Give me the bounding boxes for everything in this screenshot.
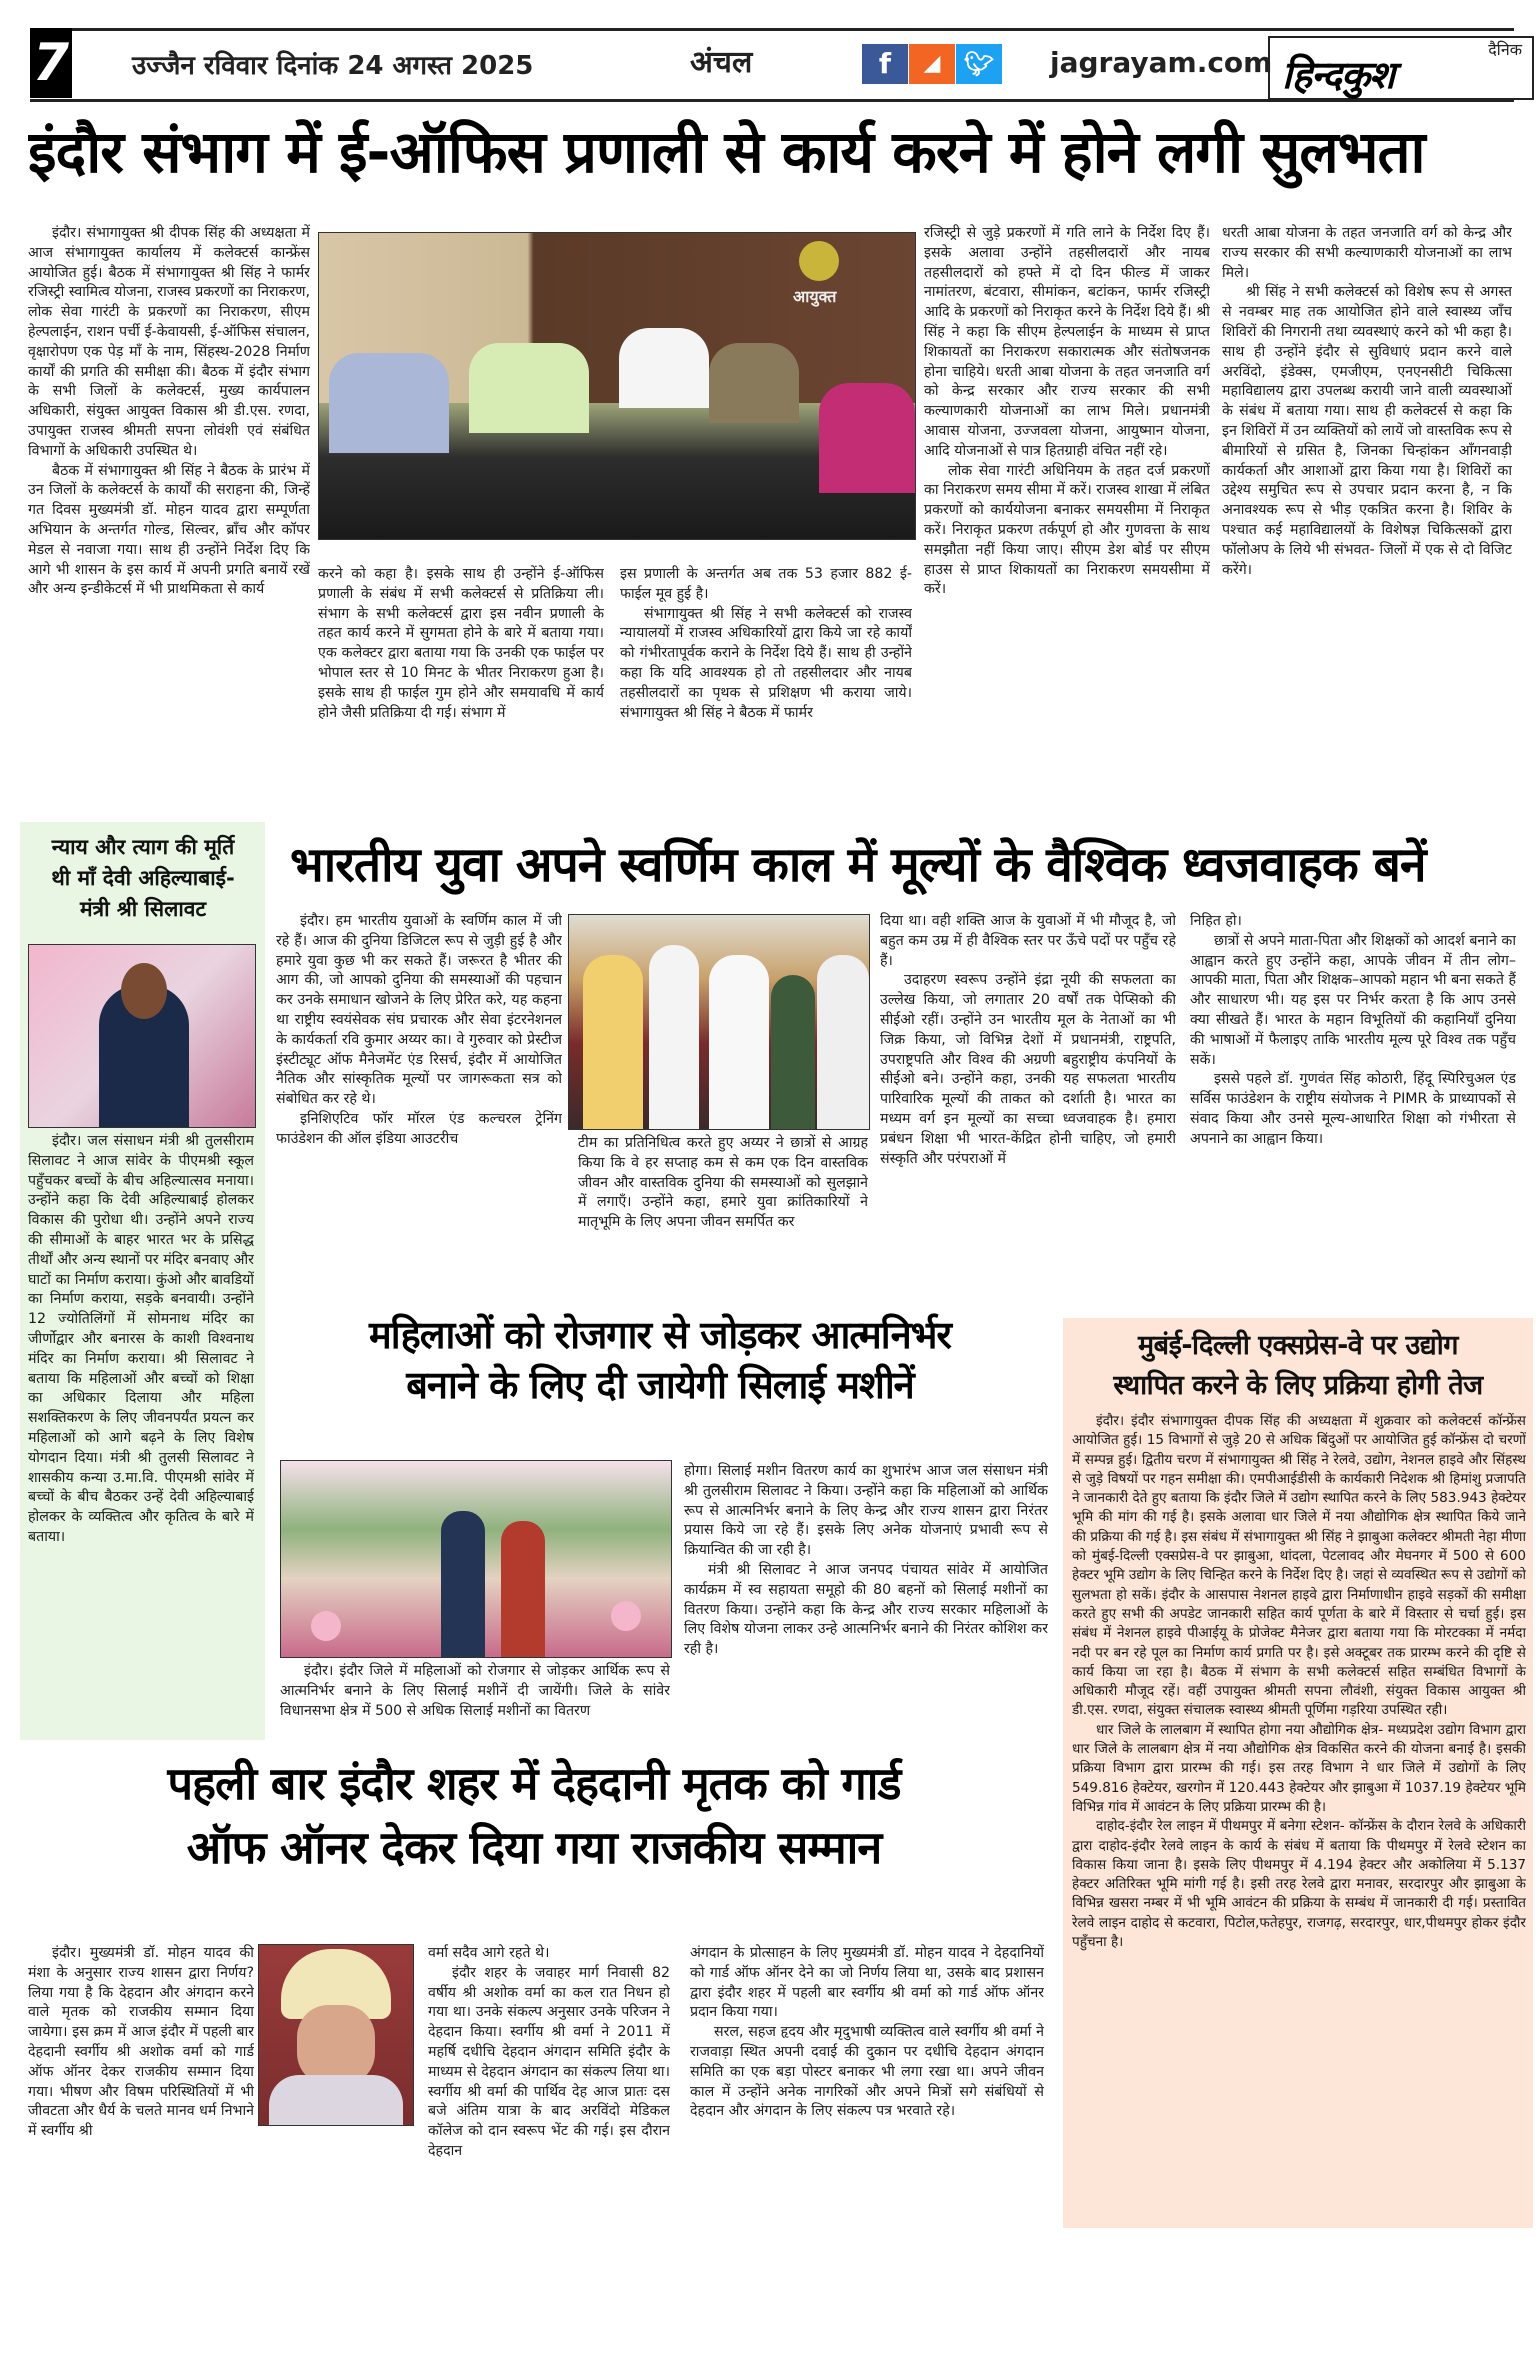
story4-body xyxy=(1072,1412,1526,2222)
newspaper-logo xyxy=(1268,36,1534,100)
story5-col2 xyxy=(428,1944,670,2224)
story1-col1 xyxy=(28,224,310,804)
facebook-icon[interactable]: f xyxy=(862,44,908,84)
story5-col2-para: इंदौर शहर के जवाहर मार्ग निवासी 82 वर्षीय श्री अशोक वर्मा का कल रात निधन हो गया था। उनके संकल्प अनुसार उनके परिजन ने देहदान किया। स्वर्गीय श्री वर्मा ने 2011 में महर्षि दधीचि देहदान अंगदान समिति इंदौर के माध्यम से देहदान अंगदान का संकल्प लिया था। स्वर्गीय श्री वर्मा की पार्थिव देह आज प्रातः दस बजे अंतिम यात्रा के बाद अरविंदो मेडिकल कॉलेज को दान स्वरूप भेंट की गई। इस दौरान देहदान xyxy=(428,1964,670,2159)
story4-headline-line: मुबंई-दिल्ली एक्सप्रेस-वे पर उद्योग xyxy=(1138,1330,1458,1361)
story2-col3-para: उदाहरण स्वरूप उन्होंने इंद्रा नूयी की सफलता का उल्लेख किया, जो लगातार 20 वर्षों तक पेप्सिको की सीईओ रहीं। उन्होंने उन भारतीय मूल के नेताओं का भी जिक्र किया, जो विभिन्न देशों में प्रधानमंत्री, राष्ट्रपति, उपराष्ट्रपति और विश्व की अग्रणी बहुराष्ट्रीय कंपनियों के सीईओ बने। उन्होंने कहा, उनकी यह सफलता भारतीय पारिवारिक मूल्यों की ताकत को दर्शाती है। भारत का मध्यम वर्ग इन मूल्यों का सच्चा ध्वजवाहक है। हमारा प्रबंधन शिक्षा भी भारत-केंद्रित होनी चाहिए, जो हमारी संस्कृति और परंपराओं में xyxy=(880,972,1176,1167)
story5-col3-para: अंगदान के प्रोत्साहन के लिए मुख्यमंत्री डॉ. मोहन यादव ने देहदानियों को गार्ड ऑफ ऑनर देने का जो निर्णय लिया था, उसके बाद प्रशासन द्वारा इंदौर शहर में पहली बार स्वर्गीय श्री वर्मा को गार्ड ऑफ ऑनर प्रदान किया गया। xyxy=(690,1945,1044,2021)
story3-col1-para: इंदौर। इंदौर जिले में महिलाओं को रोजगार से जोड़कर आर्थिक रूप से आत्मनिर्भर बनाने के लिए सिलाई मशीनें दी जायेंगी। जिले के सांवेर विधानसभा क्षेत्र में 500 से अधिक सिलाई मशीनों का वितरण xyxy=(280,1663,670,1719)
story2-col4-para: छात्रों से अपने माता-पिता और शिक्षकों को आदर्श बनाने का आह्वान करते हुए उन्होंने कहा, आपके जीवन में तीन लोग–आपकी माता, पिता और शिक्षक–आपको महान भी बना सकते हैं और साधारण भी। यह इस पर निर्भर करता है कि आप उनसे क्या सीखते हैं। भारत के महान विभूतियों की कहानियाँ दुनिया की भाषाओं में फैलाइए ताकि भारतीय मूल्य पूरे विश्व तक पहुँच सकें। xyxy=(1190,932,1516,1068)
story3-col2-para: मंत्री श्री सिलावट ने आज जनपद पंचायत सांवेर में आयोजित कार्यक्रम में स्व सहायता समूहो की 80 बहनों को सिलाई मशीनों का वितरण किया। उन्होंने कहा कि केन्द्र और राज्य सरकार महिलाओं के लिए विशेष योजना लाकर उन्हे आत्मनिर्भर बनाने की निरंतर कोशिश कर रही है। xyxy=(684,1561,1048,1658)
story5-photo xyxy=(258,1944,414,2126)
story1-col3-para: इस प्रणाली के अन्तर्गत अब तक 53 हजार 882 ई-फाईल मूव हुई है। xyxy=(620,566,912,602)
story5-col1 xyxy=(28,1944,254,2224)
rss-icon[interactable]: ◢ xyxy=(909,44,955,84)
story1-photo xyxy=(318,232,916,540)
story4-body-para: इंदौर। इंदौर संभागायुक्त दीपक सिंह की अध्यक्षता में शुक्रवार को कलेक्टर्स कॉन्फ्रेंस आयोजित हुई। 15 विभागों से जुड़े 20 से अधिक बिंदुओं पर आयोजित हुई कॉन्फ्रेंस दो चरणों में सम्पन्न हुई। द्वितीय चरण में संभागायुक्त श्री सिंह ने रेलवे, उद्योग, नेशनल हाइवे और सिंहस्थ से जुड़े विषयों पर गहन समीक्षा की। एमपीआईडीसी के कार्यकारी निदेशक श्री हिमांशु प्रजापति ने जानकारी देते हुए बताया कि इंदौर जिले में उद्योग स्थापित करने के लिए 583.943 हेक्टेयर भूमि की मांग की गई है। इसके अलावा धार जिले में नया औद्योगिक क्षेत्र स्थापित किये जाने की प्रक्रिया की गई है। इस संबंध में संभागायुक्त श्री सिंह ने झाबुआ कलेक्टर श्रीमती नेहा मीणा को मुंबई-दिल्ली एक्सप्रेस-वे पर झाबुआ, थांदला, पेटलावद और मेघनगर में 500 से 600 हेक्टर भूमि उद्योग के लिए चिन्हित करने के निर्देश दिए है। जहां से व्यवस्थित रूप से उद्योगों को सुलभता हो सकें। इंदौर के आसपास नेशनल हाइवे द्वारा निर्माणाधीन हाइवे सड़कों की समीक्षा करते हुए सभी की अपडेट जानकारी सहित कार्य पूर्णता के बारे में विस्तार से चर्चा हुई। इस संबंध में नेशनल हाइवे पीआईयू के प्रोजेक्ट मैनेजर द्वारा बताया गया कि मोरटक्का में नर्मदा नदी पर बन रहे पूल का निर्माण कार्य प्रगति पर है। इसे अक्टूबर तक प्रारम्भ करने की दृष्टि से कार्य किया जा रहा है। बैठक में संभाग के सभी कलेक्टर्स सहित सम्बंधित विभागों के अधिकारी मौजूद रहें। वहीं उपायुक्त श्रीमती सपना लौवंशी, संयुक्त विकास आयुक्त श्री डी.एस. रणदा, संयुक्त संचालक स्वास्थ्य श्रीमती पूर्णिमा गड़रिया उपस्थित रही। xyxy=(1072,1413,1526,1719)
story4-headline xyxy=(1066,1326,1530,1406)
story3-col2-para: होगा। सिलाई मशीन वितरण कार्य का शुभारंभ आज जल संसाधन मंत्री श्री तुलसीराम सिलावट ने किया। उन्होंने कहा कि महिलाओं को आर्थिक रूप से आत्मनिर्भर बनाने के लिए केन्द्र और राज्य शासन द्वारा निरंतर प्रयास किये जा रहे हैं। इसके लिए अनेक योजनाएं प्रभावी रूप से क्रियान्वित की जा रही है। xyxy=(684,1463,1048,1559)
sidebar-photo xyxy=(28,944,256,1128)
story3-photo xyxy=(280,1460,672,1658)
sidebar-body-para: इंदौर। जल संसाधन मंत्री श्री तुलसीराम सिलावट ने आज सांवेर के पीएमश्री स्कूल पहुँचकर बच्चों के बीच अहिल्यात्सव मनाया। उन्होंने कहा कि देवी अहिल्याबाई होलकर विकास की पुरोधा थी। उन्होंने अपने राज्य की सीमाओं के बाहर भारत भर के प्रसिद्ध तीर्थों और अन्य स्थानों पर मंदिर बनवाए और घाटों का निर्माण कराया। कुंओ और बावडियों का निर्माण कराया, सड़के बनवायी। उन्होंने 12 ज्योतिलिंगों में सोमनाथ मंदिर का जीर्णोद्वार और बनारस के काशी विश्वनाथ मंदिर का निर्माण कराया। श्री सिलावट ने बताया कि महिलाओं और बच्चों को शिक्षा का अधिकार दिलाया और महिला सशक्तिकरण के लिए जीवनपर्यंत प्रयत्न कर महिलाओं को आगे बढ़ने के लिए विशेष योगदान दिया। मंत्री श्री तुलसी सिलावट ने शासकीय कन्या उ.मा.वि. पीएमश्री सांवेर में बच्चों के बीच बैठकर उन्हें देवी अहिल्याबाई होलकर के व्यक्तित्व और कृतित्व के बारे में बताया। xyxy=(28,1133,254,1545)
story1-col3-para: संभागायुक्त श्री सिंह ने सभी कलेक्टर्स को राजस्व न्यायालयों में राजस्व अधिकारियों द्वारा किये जा रहे कार्यों को गंभीरतापूर्वक कराने के निर्देश दिये हैं। साथ ही उन्होंने कहा कि यदि आवश्यक हो तो तहसीलदार और नायब तहसीलदारों का पृथक से प्रशिक्षण भी कराया जाये। संभागायुक्त श्री सिंह ने बैठक में फार्मर xyxy=(620,605,912,721)
story1-col5-para: धरती आबा योजना के तहत जनजाति वर्ग को केन्द्र और राज्य सरकार की सभी कल्याणकारी योजनाओं का लाभ मिले। xyxy=(1222,225,1512,281)
story1-col1-para: बैठक में संभागायुक्त श्री सिंह ने बैठक के प्रारंभ में उन जिलों के कलेक्टर्स के कार्यों की सराहना की, जिन्हें गत दिवस मुख्यमंत्री डॉ. मोहन यादव द्वारा सम्पूर्णता अभियान के अन्तर्गत गोल्ड, सिल्वर, ब्राँच और कॉपर मेडल से नवाजा गया। साथ ही उन्होंने निर्देश दिए कि आगे भी शासन के इस कार्य में अपनी प्रगति बनायें रखें और अन्य इन्डीकेटर्स में भी प्राथमिकता से कार्य xyxy=(28,462,310,598)
logo-tag: दैनिक xyxy=(1488,40,1522,59)
story2-col1-para: इंदौर। हम भारतीय युवाओं के स्वर्णिम काल में जी रहे हैं। आज की दुनिया डिजिटल रूप से जुड़ी हुई है और हमारे युवा कुछ भी कर सकते हैं। जरूरत है भीतर की आग की, जो आपको दुनिया की समस्याओं की पहचान कर उनके समाधान खोजने के लिए प्रेरित करे, यह कहना था राष्ट्रीय स्वयंसेवक संघ प्रचारक और सेवा इंटरनेशनल के कार्यकर्ता रवि कुमार अय्यर का। वे गुरुवार को प्रेस्टीज इंस्टीट्यूट ऑफ मैनेजमेंट एंड रिसर्च, इंदौर में आयोजित नैतिक और सांस्कृतिक मूल्यों पर जागरूकता सत्र को संबोधित कर रहे थे। xyxy=(276,913,562,1108)
story3-headline-line: बनाने के लिए दी जायेगी सिलाई मशीनें xyxy=(406,1363,914,1407)
twitter-icon[interactable]: 🐦︎ xyxy=(956,44,1002,84)
story5-col2-para: वर्मा सदैव आगे रहते थे। xyxy=(428,1945,550,1961)
story2-photo xyxy=(568,914,870,1130)
story1-col4-para: लोक सेवा गारंटी अधिनियम के तहत दर्ज प्रकरणों का निराकरण समय सीमा में करें। राजस्व शाखा में लंबित प्रकरणों को कार्ययोजना बनाकर समयसीमा में निराकृत करें। निराकृत प्रकरण तर्कपूर्ण हो और गुणवत्ता के साथ समझौता नहीं किया जाए। सीएम डेश बोर्ड पर सीएम हाउस से प्राप्त शिकायतों का निराकरण समयसीमा में करें। xyxy=(924,462,1210,598)
story1-col4-para: रजिस्ट्री से जुड़े प्रकरणों में गति लाने के निर्देश दिए हैं। इसके अलावा उन्होंने तहसीलदारों और नायब तहसीलदारों को हफ्ते में दो दिन फील्ड में जाकर नामांतरण, बंटवारा, सीमांकन, बटांकन, फार्मर रजिस्ट्री आदि के प्रकरणों को निराकृत करने के निर्देश दिये हैं। श्री सिंह ने कहा कि सीएम हेल्पलाईन के माध्यम से प्राप्त शिकायतों का निराकरण सकारात्मक और संतोषजनक होना चाहिये। धरती आबा योजना के तहत जनजाति वर्ग को केन्द्र सरकार और राज्य सरकार की सभी कल्याणकारी योजनाओं का लाभ मिले। प्रधानमंत्री आवास योजना, उज्जवला योजना, आयुष्मान योजना, आदि योजनाओं से पात्र हितग्राही वंचित नहीं रहे। xyxy=(924,225,1210,459)
story5-headline-line: ऑफ ऑनर देकर दिया गया राजकीय सम्मान xyxy=(186,1821,882,1874)
story3-headline xyxy=(276,1310,1044,1410)
story2-col4 xyxy=(1190,912,1516,1302)
story5-headline-line: पहली बार इंदौर शहर में देहदानी मृतक को गार्ड xyxy=(167,1757,901,1810)
story4-body-para: दाहोद-इंदौर रेल लाइन में पीथमपुर में बनेगा स्टेशन- कॉन्फ्रेंस के दौरान रेलवे के अधिकारी द्वारा दाहोद-इंदौर रेलवे लाइन के कार्य के संबंध में बताया कि पीथमपुर में रेलवे स्टेशन का विकास किया जाना है। इसके लिए पीथमपुर में 4.194 हेक्टर और अकोलिया में 5.137 हेक्टर अतिरिक्त भूमि मांगी गई है। इसी तरह रेलवे द्वारा मनावर, सरदारपुर और झाबुआ के विभिन्न खसरा नम्बर में भी भूमि आवंटन की प्रक्रिया के सम्बंध में जानकारी दी गई। प्रस्तावित रेलवे लाइन दाहोद से कटवारा, पिटोल,फतेहपुर, राजगढ़, सरदारपुर, धार,पीथमपुर होकर इंदौर पहुँचना है। xyxy=(1072,1818,1526,1951)
story2-col3 xyxy=(880,912,1176,1302)
website-link[interactable]: jagrayam.com xyxy=(1050,46,1273,79)
story5-col3-para: सरल, सहज हृदय और मृदुभाषी व्यक्तित्व वाले स्वर्गीय श्री वर्मा ने राजवाड़ा स्थित अपनी दवाई की दुकान पर दधीचि देहदान अंगदान समिति का एक बड़ा पोस्टर बनाकर भी लगा रखा था। अपने जीवन काल में उन्होंने अनेक नागरिकों और अपने मित्रों सगे संबंधियों से देहदान और अंगदान के लिए संकल्प पत्र भरवाते रहे। xyxy=(690,2024,1044,2120)
sidebar-headline xyxy=(24,832,262,925)
story5-col1-para: इंदौर। मुख्यमंत्री डॉ. मोहन यादव की मंशा के अनुसार राज्य शासन द्वारा निर्णय? लिया गया है कि देहदान और अंगदान करने वाले मृतक को राजकीय सम्मान दिया जायेगा। इस क्रम में आज इंदौर में पहली बार देहदानी स्वर्गीय श्री अशोक वर्मा को गार्ड ऑफ ऑनर देकर राजकीय सम्मान दिया गया। भीषण और विषम परिस्थितियों में भी जीवटता और धैर्य के चलते मानव धर्म निभाने में स्वर्गीय श्री xyxy=(28,1945,254,2140)
story2-col1 xyxy=(276,912,562,1302)
sidebar-headline-line: मंत्री श्री सिलावट xyxy=(79,897,207,921)
story5-col3 xyxy=(690,1944,1044,2224)
dateline: उज्जैन रविवार दिनांक 24 अगस्त 2025 xyxy=(132,51,534,81)
story1-col1-para: इंदौर। संभागायुक्त श्री दीपक सिंह की अध्यक्षता में आज संभागायुक्त कार्यालय में कलेक्टर्स कान्फ्रेंस आयोजित हुई। बैठक में संभागायुक्त श्री सिंह ने फार्मर रजिस्ट्री स्वामित्व योजना, राजस्व प्रकरणों का निराकरण, लोक सेवा गारंटी के प्रकरणों का निराकरण, सीएम हेल्पलाईन, राशन पर्ची ई-केवायसी, ई-ऑफिस संचालन, वृक्षारोपण एक पेड़ माँ के नाम, सिंहस्थ-2028 निर्माण कार्यों की प्रगति की समीक्षा की। बैठक में इंदौर संभाग के सभी जिलों के कलेक्टर्स, मुख्य कार्यपालन अधिकारी, संयुक्त आयुक्त विकास श्री डी.एस. रणदा, उपायुक्त राजस्व श्रीमती सपना लोवंशी एवं संबंधित विभागों के अधिकारी उपस्थित थे। xyxy=(28,225,310,459)
page-number: 7 xyxy=(30,28,72,98)
story2-col4-para: निहित हो। xyxy=(1190,913,1242,929)
sidebar-headline-line: न्याय और त्याग की मूर्ति xyxy=(51,835,235,859)
story1-col2-para: करने को कहा है। इसके साथ ही उन्होंने ई-ऑफिस प्रणाली के संबंध में सभी कलेक्टर्स से प्रतिक्रिया ली। संभाग के सभी कलेक्टर्स द्वारा इस नवीन प्रणाली के तहत कार्य करने में सुगमता होने के बारे में बताया गया। एक कलेक्टर द्वारा बताया गया कि उनकी एक फाईल पर भोपाल स्तर से 10 मिनट के भीतर निराकरण हुआ है। इसके साथ ही फाईल गुम होने और समयावधि में कार्य होने जैसी प्रतिक्रिया दी गई। संभाग में xyxy=(318,566,604,721)
story4-headline-line: स्थापित करने के लिए प्रक्रिया होगी तेज xyxy=(1113,1370,1483,1401)
story1-col5-para: श्री सिंह ने सभी कलेक्टर्स को विशेष रूप से अगस्त से नवम्बर माह तक आयोजित होने वाले स्वास्थ्य जाँच शिविरों की निगरानी तथा व्यवस्थाएं करने को भी कहा है। साथ ही उन्होंने इंदौर से सुविधाएं प्रदान करने वाले अरविंदो, इंडेक्स, एमजीएम, एनएनसीटी चिकित्सा महाविद्यालय द्वारा उपलब्ध करायी जाने वाली व्यवस्थाओं के संबंध में बताया गया। साथ ही कलेक्टर्स से कहा कि इन शिविरों में उन व्यक्तियों को लायें जो वास्तविक रूप से बीमारियों से ग्रसित है, जिनका चिन्हांकन आँगनवाड़ी कार्यकर्ता और आशाओं द्वारा किया गया है। शिविरों का उद्देश्य समुचित रूप से उपचार प्रदान करना है, न कि अनावश्यक रूप से भीड़ एकत्रित करना है। शिविर के पश्चात कई महाविद्यालयों के विशेषज्ञ चिकित्सकों द्वारा फॉलोअप के लिये भी संभवत- जिलों में एक से दो विजिट करेंगे। xyxy=(1222,284,1512,578)
story2-col3-para: दिया था। वही शक्ति आज के युवाओं में भी मौजूद है, जो बहुत कम उम्र में ही वैश्विक स्तर पर ऊँचे पदों पर पहुँच रहे हैं। xyxy=(880,913,1176,969)
story5-headline xyxy=(24,1752,1044,1880)
section-name: अंचल xyxy=(690,45,753,80)
story3-col2 xyxy=(684,1462,1048,1742)
story2-col4-para: इससे पहले डॉ. गुणवंत सिंह कोठारी, हिंदू स्पिरिचुअल एंड सर्विस फाउंडेशन के राष्ट्रीय संयोजक ने PIMR के प्राध्यापकों से संवाद किया और उनसे मूल्य-आधारित शिक्षा को गंभीरता से अपनाने का आह्वान किया। xyxy=(1190,1071,1516,1147)
story2-col2 xyxy=(578,1134,868,1302)
sidebar-headline-line: थी माँ देवी अहिल्याबाई- xyxy=(51,866,235,890)
logo-name: हिन्दकुश xyxy=(1282,53,1394,97)
story1-col2 xyxy=(318,565,604,805)
story3-headline-line: महिलाओं को रोजगार से जोड़कर आत्मनिर्भर xyxy=(369,1313,951,1357)
story1-col5 xyxy=(1222,224,1512,804)
story2-col2-para: टीम का प्रतिनिधित्व करते हुए अय्यर ने छात्रों से आग्रह किया कि वे हर सप्ताह कम से कम एक दिन वास्तविक जीवन और वास्तविक दुनिया की समस्याओं को सुलझाने में लगाएँ। उन्होंने कहा, हमारे युवा क्रांतिकारियों ने मातृभूमि के लिए अपना जीवन समर्पित कर xyxy=(578,1135,868,1231)
story3-col1 xyxy=(280,1662,670,1742)
story1-col4 xyxy=(924,224,1210,804)
story1-headline: इंदौर संभाग में ई-ऑफिस प्रणाली से कार्य करने में होने लगी सुलभता xyxy=(28,118,1425,186)
story2-headline: भारतीय युवा अपने स्वर्णिम काल में मूल्यों के वैश्विक ध्वजवाहक बनें xyxy=(290,837,1426,893)
story2-col1-para: इनिशिएटिव फॉर मॉरल एंड कल्चरल ट्रेनिंग फाउंडेशन की ऑल इंडिया आउटरीच xyxy=(276,1110,562,1147)
story1-col3 xyxy=(620,565,912,805)
photo-logo-text: आयुक्त xyxy=(793,287,837,306)
story4-body-para: धार जिले के लालबाग में स्थापित होगा नया औद्योगिक क्षेत्र- मध्यप्रदेश उद्योग विभाग द्वारा धार जिले के लालबाग क्षेत्र में नया औद्योगिक क्षेत्र विकसित करने की योजना बनाई है। इसकी प्रक्रिया विभाग द्वारा प्रारम्भ की गई। इस तरह विभाग ने धार जिले में उद्योगों के लिए 549.816 हेक्टेयर, खरगोन में 120.443 हेक्टेयर और झाबुआ में 1037.19 हेक्टेयर भूमि विभिन्न गांव में आवंटन के लिए प्रक्रिया प्रारम्भ की है। xyxy=(1072,1721,1526,1815)
sidebar-body xyxy=(28,1132,254,1737)
